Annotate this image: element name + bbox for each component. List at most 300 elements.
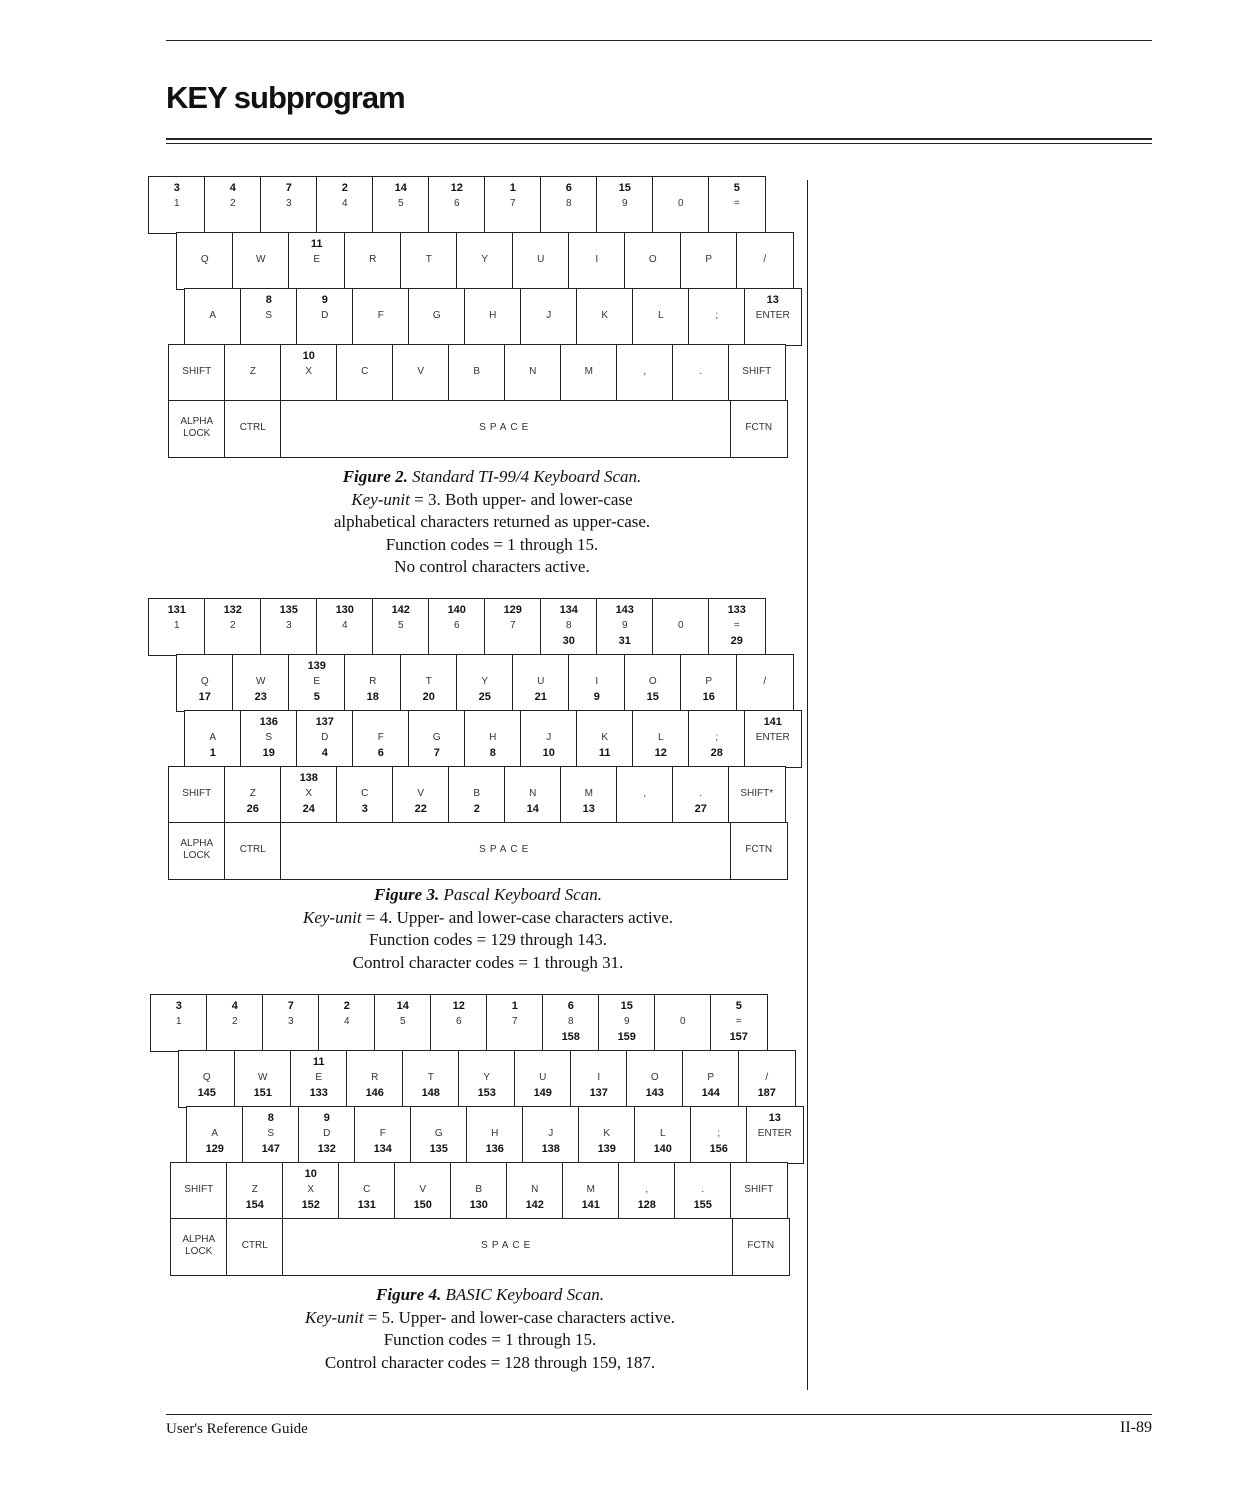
key-code: 138 xyxy=(299,772,318,784)
key-code: 2 xyxy=(343,1000,350,1012)
key-slash xyxy=(736,654,794,712)
key-code: 28 xyxy=(710,747,723,759)
column-rule xyxy=(807,180,808,1390)
key-v xyxy=(394,1162,452,1220)
key-code: 30 xyxy=(562,635,575,647)
key-z xyxy=(224,344,282,402)
key-code: 1 xyxy=(209,747,216,759)
key-n xyxy=(504,344,562,402)
key-label: Z xyxy=(251,1184,258,1195)
key-code: 143 xyxy=(615,604,634,616)
key-q xyxy=(176,654,234,712)
key-code: 14 xyxy=(396,1000,409,1012)
key-label: B xyxy=(475,1184,483,1195)
key-label: O xyxy=(650,1072,659,1083)
key-code: 2 xyxy=(341,182,348,194)
key-n xyxy=(504,766,562,824)
key-label: M xyxy=(584,366,593,377)
key-5 xyxy=(372,598,430,656)
key-b xyxy=(448,766,506,824)
key-label: T xyxy=(425,254,432,265)
key-code: 138 xyxy=(541,1143,560,1155)
key-2 xyxy=(204,176,262,234)
key-equals xyxy=(710,994,768,1052)
key-label: O xyxy=(648,676,657,687)
key-semicolon xyxy=(690,1106,748,1164)
key-code: 29 xyxy=(730,635,743,647)
key-code: 25 xyxy=(478,691,491,703)
key-code: 135 xyxy=(279,604,298,616)
key-9 xyxy=(596,598,654,656)
key-label: V xyxy=(417,788,425,799)
key-label: 9 xyxy=(621,620,628,631)
key-enter xyxy=(746,1106,804,1164)
key-code: 9 xyxy=(593,691,600,703)
key-label: A xyxy=(209,732,217,743)
key-label: / xyxy=(763,676,767,687)
key-code: 149 xyxy=(533,1087,552,1099)
key-y xyxy=(456,232,514,290)
key-label: F xyxy=(377,732,384,743)
key-slash xyxy=(736,232,794,290)
key-e xyxy=(288,654,346,712)
key-3 xyxy=(262,994,320,1052)
key-label: , xyxy=(643,788,647,799)
key-q xyxy=(178,1050,236,1108)
key-s xyxy=(242,1106,300,1164)
key-g xyxy=(408,710,466,768)
key-label: ALPHA LOCK xyxy=(180,416,214,439)
key-fctn xyxy=(730,822,788,880)
key-m xyxy=(560,344,618,402)
key-code: 159 xyxy=(617,1031,636,1043)
key-label: C xyxy=(361,788,369,799)
key-code: 2 xyxy=(473,803,480,815)
header-rule xyxy=(166,40,1152,41)
key-code: 137 xyxy=(589,1087,608,1099)
key-x xyxy=(282,1162,340,1220)
key-label: ENTER xyxy=(755,310,790,321)
key-equals xyxy=(708,176,766,234)
key-k xyxy=(576,710,634,768)
key-o xyxy=(624,232,682,290)
key-1 xyxy=(148,598,206,656)
key-h xyxy=(464,288,522,346)
key-shift xyxy=(728,766,786,824)
key-code: 134 xyxy=(373,1143,392,1155)
key-m xyxy=(562,1162,620,1220)
key-code: 23 xyxy=(254,691,267,703)
key-code: 21 xyxy=(534,691,547,703)
key-code: 129 xyxy=(205,1143,224,1155)
key-t xyxy=(402,1050,460,1108)
key-2 xyxy=(204,598,262,656)
key-label: 3 xyxy=(285,620,292,631)
key-label: SPACE xyxy=(479,422,533,433)
key-a xyxy=(184,288,242,346)
key-enter xyxy=(744,710,802,768)
key-comma xyxy=(616,766,674,824)
key-code: 1 xyxy=(511,1000,518,1012)
key-code: 19 xyxy=(262,747,275,759)
key-label: W xyxy=(256,676,266,687)
key-code: 146 xyxy=(365,1087,384,1099)
key-e xyxy=(290,1050,348,1108)
key-label: U xyxy=(539,1072,547,1083)
key-label: SHIFT* xyxy=(740,788,774,799)
key-5 xyxy=(374,994,432,1052)
key-y xyxy=(458,1050,516,1108)
key-ctrl xyxy=(226,1218,284,1276)
key-z xyxy=(226,1162,284,1220)
key-code: 144 xyxy=(701,1087,720,1099)
key-label: 2 xyxy=(229,620,236,631)
key-code: 135 xyxy=(429,1143,448,1155)
key-comma xyxy=(616,344,674,402)
key-label: X xyxy=(307,1184,315,1195)
key-code: 4 xyxy=(229,182,236,194)
key-label: SPACE xyxy=(481,1240,535,1251)
key-unit-term: Key-unit xyxy=(305,1307,364,1327)
key-label: B xyxy=(473,788,481,799)
key-3 xyxy=(260,598,318,656)
key-l xyxy=(632,288,690,346)
key-label: 8 xyxy=(565,620,572,631)
key-code: 5 xyxy=(313,691,320,703)
key-code: 145 xyxy=(197,1087,216,1099)
figure-title: BASIC Keyboard Scan. xyxy=(445,1285,604,1304)
key-label: / xyxy=(765,1072,769,1083)
key-3 xyxy=(260,176,318,234)
key-code: 143 xyxy=(645,1087,664,1099)
key-label: J xyxy=(546,732,552,743)
caption-line: Control character codes = 1 through 31. xyxy=(352,952,624,972)
key-label: D xyxy=(321,310,329,321)
key-v xyxy=(392,766,450,824)
key-b xyxy=(450,1162,508,1220)
key-shift xyxy=(168,344,226,402)
key-code: 129 xyxy=(503,604,522,616)
key-label: P xyxy=(705,254,713,265)
footer-left: User's Reference Guide xyxy=(166,1421,308,1437)
key-label: L xyxy=(659,1128,666,1139)
key-label: R xyxy=(371,1072,379,1083)
key-label: ENTER xyxy=(755,732,790,743)
key-4 xyxy=(316,598,374,656)
caption-line: Function codes = 129 through 143. xyxy=(368,930,608,949)
key-label: O xyxy=(648,254,657,265)
key-6 xyxy=(430,994,488,1052)
key-unit-text: = 4. Upper- and lower-case characters active. xyxy=(361,907,673,927)
key-label: CTRL xyxy=(239,422,266,433)
caption-figure-2 xyxy=(212,466,772,579)
key-1 xyxy=(148,176,206,234)
key-shift xyxy=(168,766,226,824)
key-code: 187 xyxy=(757,1087,776,1099)
key-label: ; xyxy=(715,310,719,321)
key-label: . xyxy=(699,788,703,799)
key-label: CTRL xyxy=(239,844,266,855)
key-d xyxy=(296,710,354,768)
key-label: R xyxy=(369,676,377,687)
key-c xyxy=(336,766,394,824)
key-v xyxy=(392,344,450,402)
key-c xyxy=(336,344,394,402)
key-shift xyxy=(728,344,786,402)
key-label: U xyxy=(537,676,545,687)
key-label: 4 xyxy=(341,198,348,209)
key-code: 7 xyxy=(285,182,292,194)
key-label: 7 xyxy=(509,198,516,209)
key-q xyxy=(176,232,234,290)
key-code: 6 xyxy=(567,1000,574,1012)
footer-right: II-89 xyxy=(1120,1419,1152,1436)
key-label: U xyxy=(537,254,545,265)
key-code: 142 xyxy=(391,604,410,616)
key-i xyxy=(570,1050,628,1108)
key-label: E xyxy=(313,676,321,687)
key-i xyxy=(568,232,626,290)
key-label: S xyxy=(265,310,273,321)
key-label: I xyxy=(597,1072,601,1083)
key-code: 31 xyxy=(618,635,631,647)
key-label: R xyxy=(369,254,377,265)
key-code: 6 xyxy=(377,747,384,759)
key-label: V xyxy=(419,1184,427,1195)
key-label: / xyxy=(763,254,767,265)
key-label: K xyxy=(601,732,609,743)
key-f xyxy=(352,288,410,346)
key-label: 0 xyxy=(677,198,684,209)
key-code: 14 xyxy=(394,182,407,194)
key-code: 132 xyxy=(223,604,242,616)
key-code: 3 xyxy=(361,803,368,815)
key-shift xyxy=(170,1162,228,1220)
key-label: W xyxy=(258,1072,268,1083)
key-code: 139 xyxy=(307,660,326,672)
key-code: 158 xyxy=(561,1031,580,1043)
key-code: 11 xyxy=(310,238,323,250)
key-label: ENTER xyxy=(757,1128,792,1139)
key-code: 8 xyxy=(489,747,496,759)
key-label: I xyxy=(595,676,599,687)
key-code: 20 xyxy=(422,691,435,703)
key-code: 10 xyxy=(302,350,315,362)
key-label: P xyxy=(707,1072,715,1083)
key-label: 4 xyxy=(341,620,348,631)
key-label: FCTN xyxy=(745,422,773,433)
key-7 xyxy=(484,176,542,234)
key-code: 133 xyxy=(727,604,746,616)
key-label: E xyxy=(315,1072,323,1083)
key-period xyxy=(672,766,730,824)
key-0 xyxy=(654,994,712,1052)
key-x xyxy=(280,766,338,824)
key-label: J xyxy=(546,310,552,321)
key-code: 13 xyxy=(582,803,595,815)
key-7 xyxy=(484,598,542,656)
key-label: ; xyxy=(717,1128,721,1139)
key-label: 3 xyxy=(287,1016,294,1027)
key-d xyxy=(298,1106,356,1164)
key-label: 7 xyxy=(511,1016,518,1027)
key-label: 7 xyxy=(509,620,516,631)
key-label: W xyxy=(256,254,266,265)
key-code: 12 xyxy=(654,747,667,759)
caption-line: alphabetical characters returned as upper-case. xyxy=(333,512,651,531)
key-code: 151 xyxy=(253,1087,272,1099)
key-t xyxy=(400,654,458,712)
key-label: H xyxy=(489,310,497,321)
title-rule xyxy=(166,138,1152,140)
key-label: 6 xyxy=(453,620,460,631)
key-label: M xyxy=(584,788,593,799)
key-u xyxy=(512,232,570,290)
key-h xyxy=(466,1106,524,1164)
key-label: 8 xyxy=(567,1016,574,1027)
key-code: 147 xyxy=(261,1143,280,1155)
key-label: K xyxy=(601,310,609,321)
key-r xyxy=(344,654,402,712)
key-label: SHIFT xyxy=(182,366,212,377)
key-ctrl xyxy=(224,400,282,458)
key-semicolon xyxy=(688,710,746,768)
key-code: 3 xyxy=(173,182,180,194)
key-j xyxy=(522,1106,580,1164)
key-code: 26 xyxy=(246,803,259,815)
key-h xyxy=(464,710,522,768)
key-label: G xyxy=(432,732,441,743)
key-code: 5 xyxy=(733,182,740,194)
key-code: 141 xyxy=(763,716,782,728)
key-w xyxy=(234,1050,292,1108)
key-label: N xyxy=(529,366,537,377)
key-f xyxy=(354,1106,412,1164)
key-label: ; xyxy=(715,732,719,743)
key-8 xyxy=(540,176,598,234)
key-e xyxy=(288,232,346,290)
key-label: H xyxy=(491,1128,499,1139)
key-s xyxy=(240,288,298,346)
key-label: SHIFT xyxy=(182,788,212,799)
key-code: 7 xyxy=(433,747,440,759)
key-p xyxy=(682,1050,740,1108)
key-label: 8 xyxy=(565,198,572,209)
caption-line: Function codes = 1 through 15. xyxy=(383,1330,597,1349)
key-label: H xyxy=(489,732,497,743)
key-label: ALPHA LOCK xyxy=(182,1234,216,1257)
key-label: Y xyxy=(481,676,489,687)
key-p xyxy=(680,232,738,290)
key-shift xyxy=(730,1162,788,1220)
key-label: 3 xyxy=(285,198,292,209)
key-4 xyxy=(316,176,374,234)
key-label: F xyxy=(377,310,384,321)
key-u xyxy=(514,1050,572,1108)
key-label: 2 xyxy=(231,1016,238,1027)
footer-rule xyxy=(166,1414,1152,1415)
key-equals xyxy=(708,598,766,656)
key-o xyxy=(626,1050,684,1108)
key-label: Z xyxy=(249,366,256,377)
key-label: C xyxy=(361,366,369,377)
caption-figure-4 xyxy=(210,1284,770,1374)
key-j xyxy=(520,710,578,768)
key-code: 155 xyxy=(693,1199,712,1211)
key-code: 18 xyxy=(366,691,379,703)
key-alpha-lock xyxy=(168,822,226,880)
key-code: 9 xyxy=(323,1112,330,1124)
title-rule-thin xyxy=(166,143,1152,144)
key-6 xyxy=(428,176,486,234)
key-u xyxy=(512,654,570,712)
key-comma xyxy=(618,1162,676,1220)
key-code: 24 xyxy=(302,803,315,815)
key-code: 7 xyxy=(287,1000,294,1012)
figure-label: Figure 3. xyxy=(374,885,440,904)
key-label: SHIFT xyxy=(744,1184,774,1195)
key-code: 15 xyxy=(620,1000,633,1012)
key-label: . xyxy=(699,366,703,377)
key-code: 27 xyxy=(694,803,707,815)
key-n xyxy=(506,1162,564,1220)
key-label: V xyxy=(417,366,425,377)
key-b xyxy=(448,344,506,402)
key-label: . xyxy=(701,1184,705,1195)
caption-line: Function codes = 1 through 15. xyxy=(385,534,599,554)
key-code: 4 xyxy=(321,747,328,759)
key-label: 2 xyxy=(229,198,236,209)
key-label: D xyxy=(321,732,329,743)
key-label: FCTN xyxy=(745,844,773,855)
key-9 xyxy=(598,994,656,1052)
key-code: 136 xyxy=(259,716,278,728)
key-z xyxy=(224,766,282,824)
key-d xyxy=(296,288,354,346)
key-code: 140 xyxy=(653,1143,672,1155)
key-code: 8 xyxy=(265,294,272,306)
key-s xyxy=(240,710,298,768)
key-i xyxy=(568,654,626,712)
key-code: 134 xyxy=(559,604,578,616)
key-o xyxy=(624,654,682,712)
key-label: SHIFT xyxy=(742,366,772,377)
key-label: = xyxy=(733,620,740,631)
key-0 xyxy=(652,176,710,234)
key-semicolon xyxy=(688,288,746,346)
key-code: 22 xyxy=(414,803,427,815)
key-l xyxy=(634,1106,692,1164)
key-label: 1 xyxy=(173,620,180,631)
key-space xyxy=(282,1218,734,1276)
key-code: 131 xyxy=(167,604,186,616)
key-code: 156 xyxy=(709,1143,728,1155)
key-label: Q xyxy=(202,1072,211,1083)
key-label: K xyxy=(603,1128,611,1139)
key-1 xyxy=(150,994,208,1052)
key-code: 153 xyxy=(477,1087,496,1099)
key-code: 9 xyxy=(321,294,328,306)
key-code: 150 xyxy=(413,1199,432,1211)
key-label: Y xyxy=(481,254,489,265)
key-code: 15 xyxy=(618,182,631,194)
key-label: 1 xyxy=(175,1016,182,1027)
key-6 xyxy=(428,598,486,656)
key-code: 15 xyxy=(646,691,659,703)
key-label: Z xyxy=(249,788,256,799)
key-label: SPACE xyxy=(479,844,533,855)
key-label: 5 xyxy=(397,198,404,209)
